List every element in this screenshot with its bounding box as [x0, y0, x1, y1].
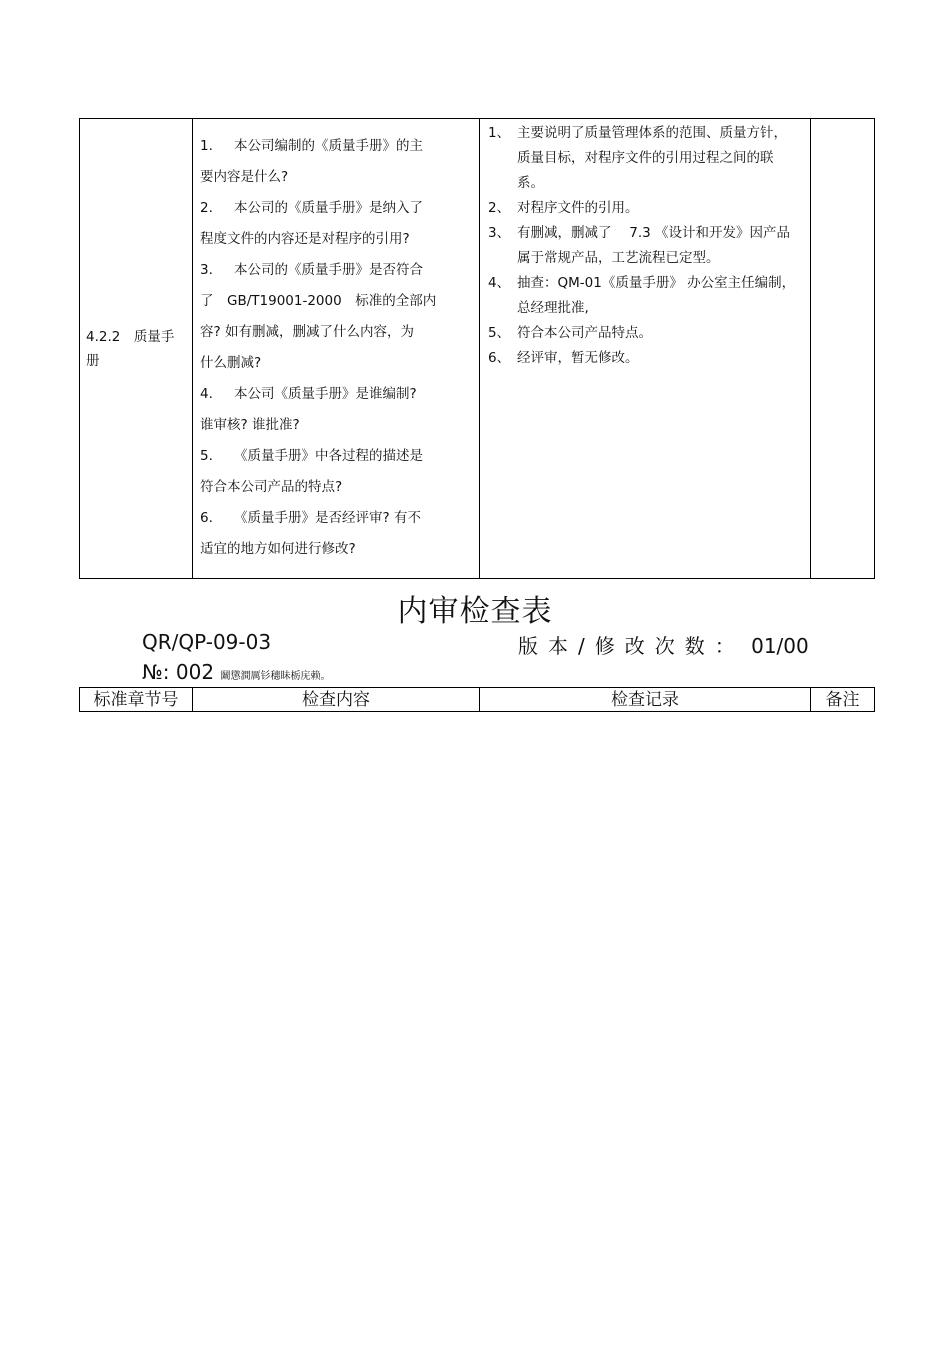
- version-value: 01/00: [751, 634, 809, 658]
- question-continuation: 什么删减?: [200, 355, 262, 371]
- version-info: [518, 630, 809, 659]
- record-item: 5、 符合本公司产品特点。: [488, 325, 652, 341]
- serial-note: 鬫懲澗厲钐穗眛栃庑赖。: [220, 671, 331, 682]
- question-item: 1. 本公司编制的《质量手册》的主: [200, 138, 423, 154]
- version-label: 版本/修改次数：: [518, 634, 745, 658]
- checklist-header-table: [79, 687, 875, 712]
- question-item: 2. 本公司的《质量手册》是纳入了: [200, 200, 423, 216]
- question-item: 6. 《质量手册》是否经评审? 有不: [200, 510, 421, 526]
- table-header-row: [80, 688, 875, 712]
- clause-text: 4.2.2 质量手册: [86, 329, 175, 369]
- header-remark: 备注: [811, 688, 875, 712]
- remark-cell: [811, 119, 875, 579]
- record-item: 6、 经评审，暂无修改。: [488, 350, 639, 366]
- question-continuation: 谁审核? 谁批准?: [200, 417, 300, 433]
- header-record: 检查记录: [480, 688, 811, 712]
- header-content: 检查内容: [193, 688, 480, 712]
- question-continuation: 符合本公司产品的特点?: [200, 479, 343, 495]
- clause-cell: [80, 119, 193, 579]
- check-record-cell: [480, 119, 811, 579]
- page-title: 内审检查表: [397, 594, 553, 629]
- record-item: 2、 对程序文件的引用。: [488, 200, 639, 216]
- document-number: QR/QP-09-03: [142, 630, 272, 654]
- checklist-row-table: [79, 118, 875, 579]
- check-content-cell: [193, 119, 480, 579]
- serial-number: [142, 660, 330, 684]
- question-continuation: 要内容是什么?: [200, 169, 289, 185]
- question-continuation: 适宜的地方如何进行修改?: [200, 541, 356, 557]
- question-continuation: 程度文件的内容还是对程序的引用?: [200, 231, 410, 247]
- serial-value: 002: [175, 660, 215, 684]
- question-item: 5. 《质量手册》中各过程的描述是: [200, 448, 423, 464]
- record-item: 3、 有删减，删减了 7.3 《设计和开发》因产品属于常规产品，工艺流程已定型。: [488, 225, 791, 266]
- record-item: 1、 主要说明了质量管理体系的范围、质量方针，质量目标，对程序文件的引用过程之间的联系。: [488, 125, 787, 191]
- question-item: 4. 本公司《质量手册》是谁编制?: [200, 386, 417, 402]
- question-item: 3. 本公司的《质量手册》是否符合: [200, 262, 423, 278]
- record-item: 4、 抽查：QM-01《质量手册》 办公室主任编制，总经理批准,: [488, 275, 796, 316]
- question-continuation: 容? 如有删减，删减了什么内容，为: [200, 324, 414, 340]
- serial-label: №:: [142, 660, 170, 684]
- question-continuation: 了 GB/T19001-2000 标准的全部内: [200, 293, 437, 309]
- table-row: [80, 119, 875, 579]
- header-clause: 标准章节号: [80, 688, 193, 712]
